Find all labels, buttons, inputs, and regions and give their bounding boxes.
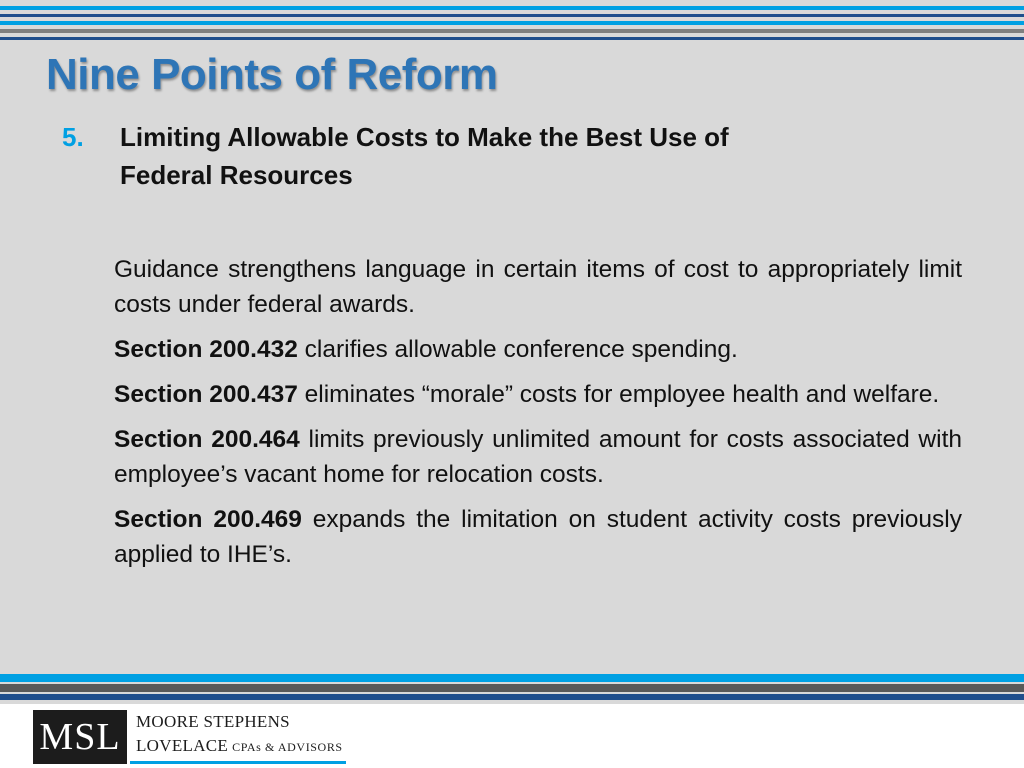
stripe-navy-bottom bbox=[0, 694, 1024, 700]
reform-point-title-line1: Limiting Allowable Costs to Make the Best Use of bbox=[120, 122, 729, 152]
stripe-cyan-bottom bbox=[0, 674, 1024, 682]
footer bbox=[0, 704, 1024, 768]
logo-underline bbox=[130, 761, 346, 764]
section-ref-432: Section 200.432 bbox=[114, 336, 298, 363]
body-paragraph-section-437 bbox=[114, 377, 962, 412]
reform-point-title-line2: Federal Resources bbox=[120, 160, 353, 190]
firm-name-lovelace: LOVELACE bbox=[136, 736, 229, 755]
reform-point-heading bbox=[62, 118, 922, 194]
slide-title: Nine Points of Reform bbox=[46, 50, 498, 99]
msl-logo: MSL bbox=[33, 710, 127, 764]
firm-name-line2 bbox=[136, 736, 343, 756]
body-paragraph-section-469 bbox=[114, 502, 962, 572]
reform-point-number: 5. bbox=[62, 122, 84, 152]
stripe-cyan-mid bbox=[0, 21, 1024, 25]
section-432-text: clarifies allowable conference spending. bbox=[297, 336, 738, 363]
bottom-decorative-stripes bbox=[0, 672, 1024, 704]
body-paragraph-section-432 bbox=[114, 332, 962, 367]
body-paragraph-section-464 bbox=[114, 422, 962, 492]
body-paragraph-intro bbox=[114, 252, 962, 322]
firm-name-line1: MOORE STEPHENS bbox=[136, 712, 290, 731]
stripe-gray-bottom bbox=[0, 684, 1024, 692]
stripe-gray-top bbox=[0, 29, 1024, 33]
section-ref-469: Section 200.469 bbox=[114, 506, 302, 533]
section-ref-437: Section 200.437 bbox=[114, 381, 298, 408]
top-decorative-stripes bbox=[0, 0, 1024, 46]
stripe-cyan-top bbox=[0, 6, 1024, 10]
firm-tagline: CPAs & ADVISORS bbox=[232, 740, 343, 754]
section-464-text: limits previously unlimited amount for costs associated with employee’s vacant home for relocation costs. bbox=[114, 426, 962, 488]
section-437-text: eliminates “morale” costs for employee health and welfare. bbox=[297, 381, 940, 408]
stripe-navy-low bbox=[0, 37, 1024, 40]
intro-text: Guidance strengthens language in certain items of cost to appropriately limit costs under federal awards. bbox=[114, 256, 962, 318]
section-469-text: expands the limitation on student activity costs previously applied to IHE’s. bbox=[114, 506, 963, 568]
section-ref-464: Section 200.464 bbox=[114, 426, 300, 453]
stripe-navy-top bbox=[0, 14, 1024, 17]
slide-body bbox=[114, 252, 962, 582]
